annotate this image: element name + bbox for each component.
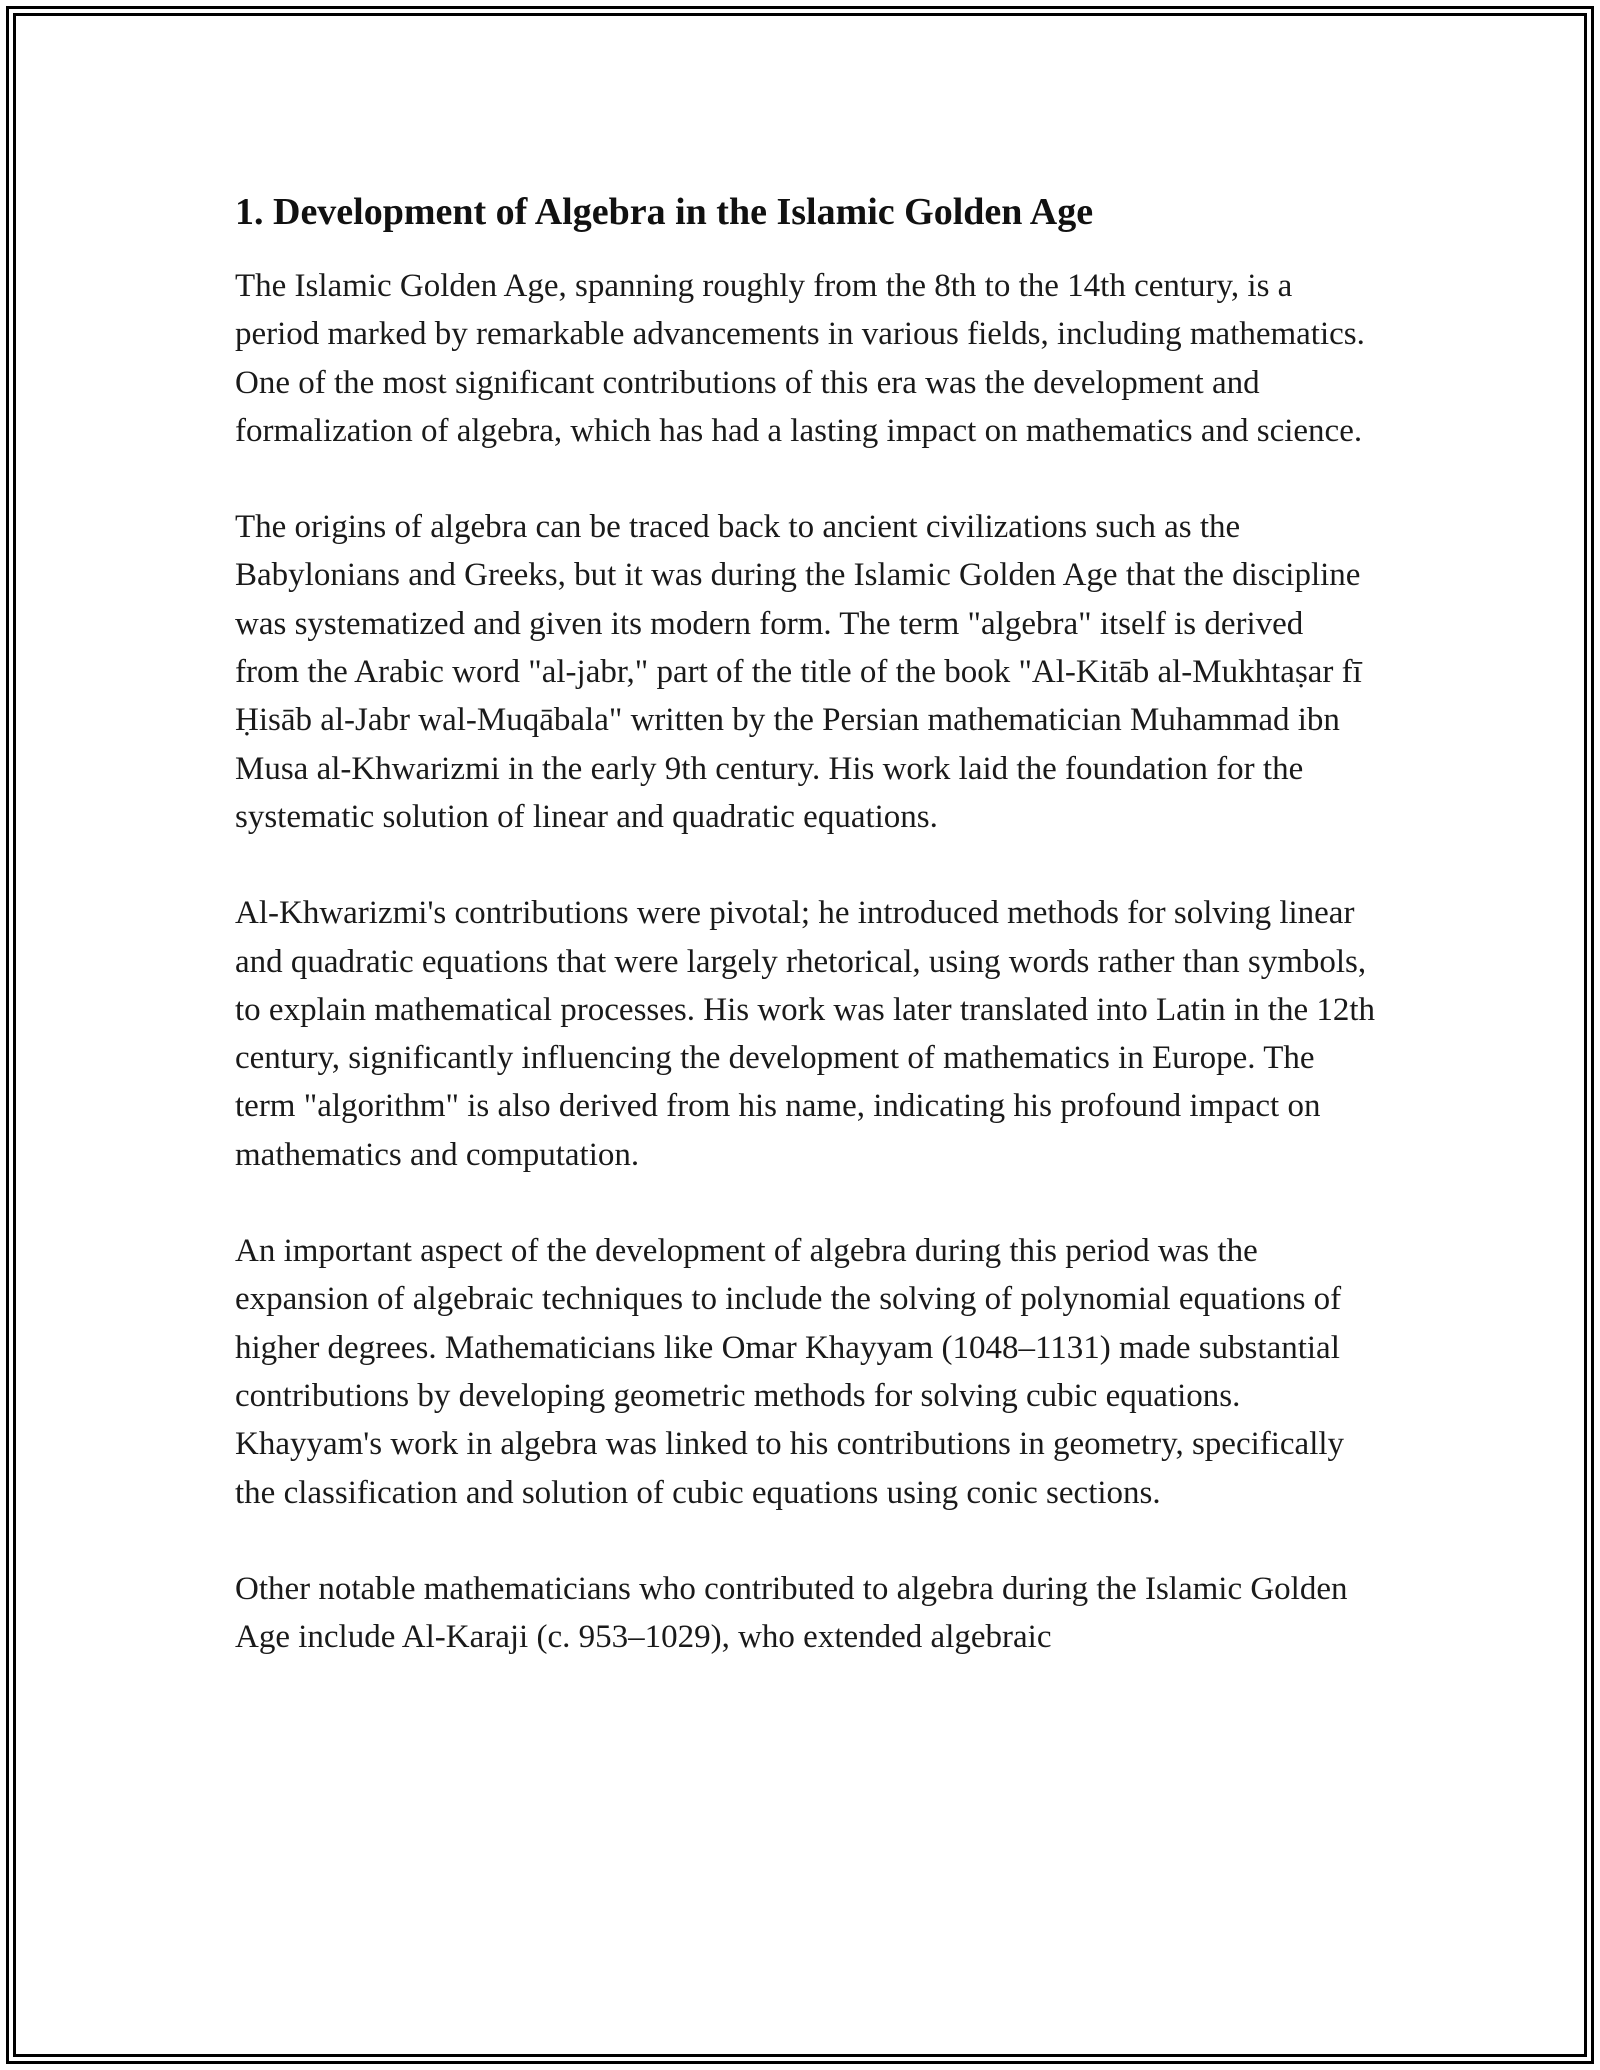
paragraph-higher-degrees: An important aspect of the development of algebra during this period was the expansion of algebraic techniques to include the solving of polynomial equations of higher degrees. Mathematicians like Omar Khayyam (1048–1131) made substantial contributions by developing geometric methods for solving cubic equations. Khayyam's work in algebra was linked to his contributions in geometry, specifically the classification and solution of cubic equations using conic sections. [235,1233,1345,1511]
paragraph-intro: The Islamic Golden Age, spanning roughly from the 8th to the 14th century, is a period marked by remarkable advancements in various fields, including mathematics. One of the most significant contributions of this era was the development and formalization of algebra, which has had a lasting impact on mathematics and science. [235,268,1365,449]
section-heading: 1. Development of Algebra in the Islamic Golden Age [235,191,1094,233]
paragraph-origins: The origins of algebra can be traced back to ancient civilizations such as the Babylonians and Greeks, but it was during the Islamic Golden Age that the discipline was systematized and given its modern form. The term "algebra" itself is derived from the Arabic word "al-jabr," part of the title of the book "Al-Kitāb al-Mukhtaṣar fī Ḥisāb al-Jabr wal-Muqābala" written by the Persian mathematician Muhammad ibn Musa al-Khwarizmi in the early 9th century. His work laid the foundation for the systematic solution of linear and quadratic equations. [235,509,1362,835]
paragraph-other-mathematicians: Other notable mathematicians who contributed to algebra during the Islamic Golden Age include Al-Karaji (c. 953–1029), who extended algebraic [235,1570,1348,1656]
document-body [235,186,1375,1709]
paragraph-al-khwarizmi: Al-Khwarizmi's contributions were pivotal; he introduced methods for solving linear and quadratic equations that were largely rhetorical, using words rather than symbols, to explain mathematical processes. His work was later translated into Latin in the 12th century, significantly influencing the development of mathematics in Europe. The term "algorithm" is also derived from his name, indicating his profound impact on mathematics and computation. [235,895,1376,1173]
